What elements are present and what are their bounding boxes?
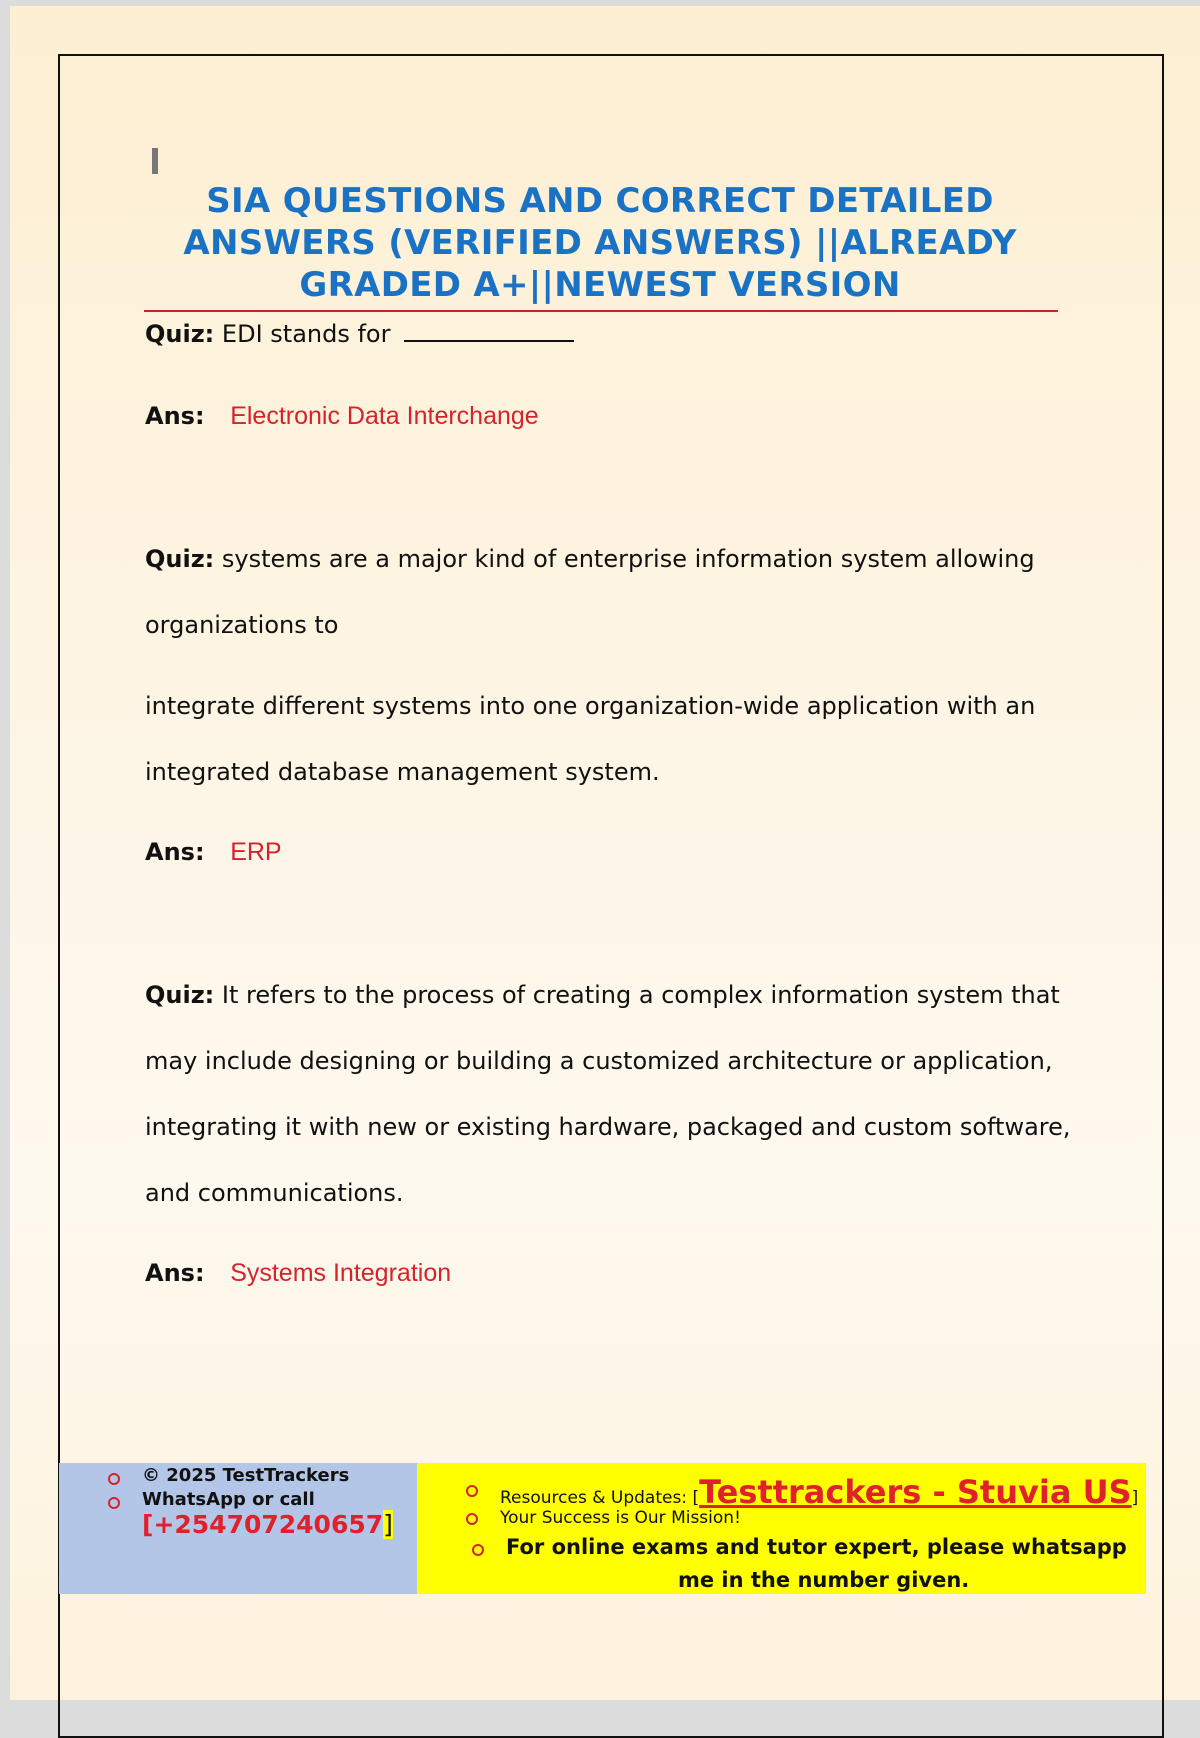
quiz-2-text-1: systems are a major kind of enterprise information system allowing (221, 545, 1035, 573)
answer-2 (145, 838, 282, 867)
quiz-label: Quiz: (145, 545, 215, 573)
quiz-3-line-4: and communications. (145, 1179, 404, 1207)
quiz-2-line-3: integrate different systems into one organization-wide application with an (145, 692, 1036, 720)
bullet-icon (108, 1497, 120, 1509)
footer-copyright: © 2025 TestTrackers (142, 1465, 350, 1486)
title-divider (144, 310, 1058, 312)
quiz-2-line-1 (145, 545, 1035, 573)
footer-phone[interactable]: [+254707240657] (142, 1510, 393, 1539)
quiz-1-text: EDI stands for (221, 320, 391, 348)
answer-label: Ans: (145, 402, 205, 430)
title-line-2: ANSWERS (VERIFIED ANSWERS) ||ALREADY (183, 223, 1017, 263)
document-title (140, 180, 1060, 306)
answer-3 (145, 1259, 451, 1288)
bracket-close: ] (383, 1510, 393, 1539)
footer-exam-line-1: For online exams and tutor expert, please whatsapp (506, 1535, 1127, 1559)
footer-exam-line-2: me in the number given. (678, 1568, 970, 1592)
quiz-3-line-1 (145, 981, 1060, 1009)
quiz-3-line-2: may include designing or building a customized architecture or application, (145, 1047, 1053, 1075)
footer-mission: Your Success is Our Mission! (500, 1508, 741, 1528)
quiz-label: Quiz: (145, 320, 215, 348)
answer-label: Ans: (145, 1259, 205, 1287)
quiz-label: Quiz: (145, 981, 215, 1009)
bullet-icon (108, 1473, 120, 1485)
bullet-icon (472, 1544, 484, 1556)
footer-whatsapp: WhatsApp or call (142, 1489, 315, 1510)
title-line-3: GRADED A+||NEWEST VERSION (299, 265, 901, 305)
phone-number[interactable]: +254707240657 (153, 1510, 384, 1539)
bullet-icon (466, 1513, 478, 1525)
title-line-1: SIA QUESTIONS AND CORRECT DETAILED (206, 181, 994, 221)
quiz-1-line-1 (145, 320, 574, 348)
answer-3-value: Systems Integration (230, 1259, 452, 1287)
text-cursor-mark (152, 148, 158, 174)
answer-1-value: Electronic Data Interchange (230, 402, 539, 430)
fill-in-blank (404, 322, 574, 342)
answer-label: Ans: (145, 838, 205, 866)
quiz-3-text-1: It refers to the process of creating a complex information system that (221, 981, 1060, 1009)
resources-label: Resources & Updates: (500, 1488, 688, 1508)
quiz-2-line-2: organizations to (145, 611, 339, 639)
quiz-3-line-3: integrating it with new or existing hardware, packaged and custom software, (145, 1113, 1071, 1141)
answer-2-value: ERP (230, 838, 282, 866)
bullet-icon (466, 1485, 478, 1497)
answer-1 (145, 402, 539, 431)
stuvia-link[interactable]: Testtrackers - Stuvia US (699, 1473, 1132, 1511)
quiz-2-line-4: integrated database management system. (145, 758, 660, 786)
footer-resources: Resources & Updates: [Testtrackers - Stuvia US] (500, 1473, 1139, 1511)
